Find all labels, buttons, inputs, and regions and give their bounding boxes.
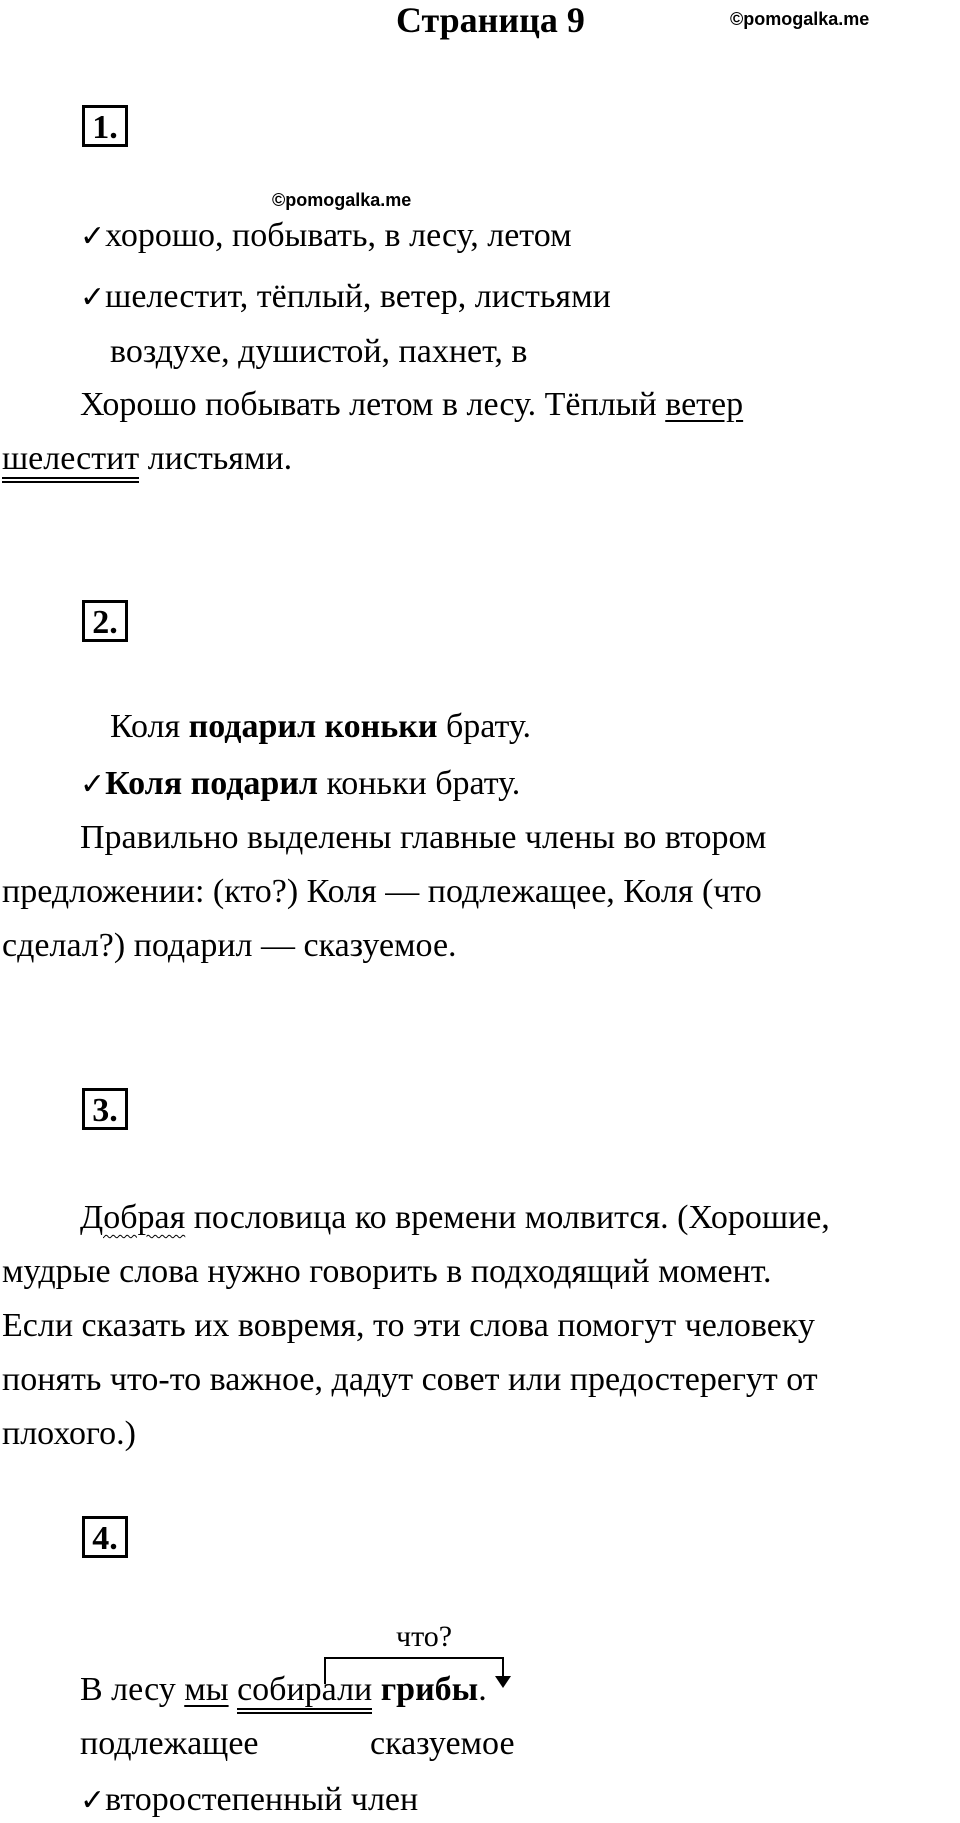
label-subject: подлежащее [80,1725,259,1762]
task-2-explanation-2: предложении: (кто?) Коля — подлежащее, Коля (что [2,873,762,910]
label-predicate: сказуемое [370,1725,515,1762]
task-1-option-3: воздухе, душистой, пахнет, в [110,333,528,370]
check-icon: ✓ [80,280,106,315]
watermark-top: ©pomogalka.me [730,9,870,29]
task-4-number: 4. [82,1516,128,1558]
task-3-number: 3. [82,1088,128,1130]
predicate-double-underlined: собирали [237,1671,372,1714]
object-bold: грибы [380,1671,479,1708]
task-2-number: 2. [82,600,128,642]
task-3-line-4: понять что-то важное, дадут совет или предостерегут от [2,1361,818,1398]
task-2-option-1: Коля подарил коньки брату. [110,708,531,745]
task-3-line-5: плохого.) [2,1415,136,1452]
check-icon: ✓ [80,767,106,802]
question-label: что? [396,1620,453,1653]
subject-underlined: ветер [665,386,744,423]
task-4-answer: ✓второстепенный член [80,1781,419,1818]
task-1-option-1-text: хорошо, побывать, в лесу, летом [105,217,572,254]
task-3-line-2: мудрые слова нужно говорить в подходящий момент. [2,1253,772,1290]
check-icon: ✓ [80,219,106,254]
task-1-sentence-line-2: шелестит листьями. [2,437,292,481]
task-1-sentence-line-1: Хорошо побывать летом в лесу. Тёплый ветер [80,386,744,423]
task-1-option-2 [80,275,611,320]
task-1-option-1 [80,214,572,259]
task-4-sentence: В лесу мы собирали грибы. [80,1668,487,1712]
task-1-option-2-text: шелестит, тёплый, ветер, листьями [105,278,611,315]
task-3-line-1: Добрая пословица ко времени молвится. (Хорошие, [80,1199,830,1236]
task-3-line-3: Если сказать их вовремя, то эти слова помогут человеку [2,1307,815,1344]
subject-underlined: мы [184,1671,229,1708]
predicate-double-underlined: шелестит [2,440,139,483]
task-1-number: 1. [82,105,128,147]
wavy-underlined-word: Добрая [80,1199,186,1236]
page-title: Страница 9 [396,0,585,40]
watermark-inline: ©pomogalka.me [272,190,412,210]
task-2-explanation-1: Правильно выделены главные члены во втором [80,819,767,856]
task-2-option-2: ✓Коля подарил коньки брату. [80,765,521,802]
task-2-explanation-3: сделал?) подарил — сказуемое. [2,927,457,964]
check-icon: ✓ [80,1783,106,1818]
